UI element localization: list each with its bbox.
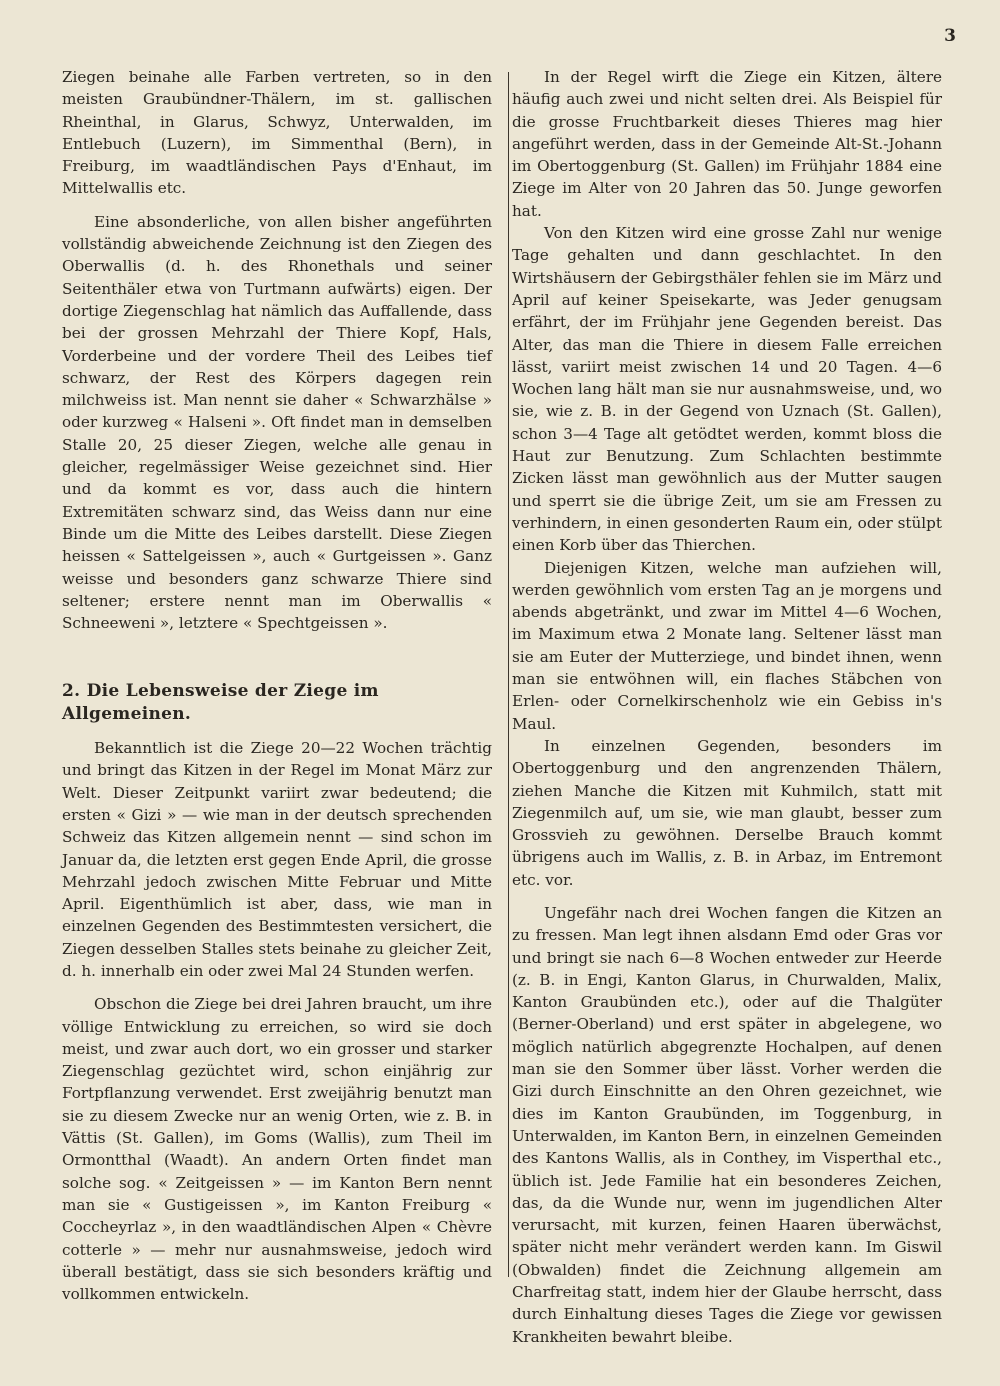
right-column	[512, 66, 942, 1348]
paragraph-right-1: In der Regel wirft die Ziege ein Kitzen, ältere häufig auch zwei und nicht selten drei. Als Beispiel für die grosse Fruchtbarkeit dieses Thieres mag hier angeführt werden, dass in der Gemeinde Alt-St.-Johann im Obertoggenburg (St. Gallen) im Frühjahr 1884 eine Ziege im Alter von 20 Jahren das 50. Junge geworfen hat.	[512, 68, 942, 220]
paragraph-right-4: In einzelnen Gegenden, besonders im Obertoggenburg und den angrenzenden Thälern, ziehen Manche die Kitzen mit Kuhmilch, statt mit Ziegenmilch auf, um sie, wie man glaubt, besser zum Grossvieh zu gewöhnen. Derselbe Brauch kommt übrigens auch im Wallis, z. B. in Arbaz, im Entremont etc. vor.	[512, 736, 942, 889]
paragraph-right-3: Diejenigen Kitzen, welche man aufziehen will, werden gewöhnlich vom ersten Tag an je morgens und abends abgetränkt, und zwar im Mittel 4—6 Wochen, im Maximum etwa 2 Monate lang. Seltener lässt man sie am Euter der Mutterziege, und bindet ihnen, wenn man sie entwöhnen will, ein flaches Stäbchen von Erlen- oder Cornelkirschenholz wie ein Gebiss in's Maul.	[512, 558, 942, 733]
page-number: 3	[944, 26, 956, 46]
section-heading: 2. Die Lebensweise der Ziege im Allgemeinen.	[62, 681, 379, 724]
paragraph-left-2: Eine absonderliche, von allen bisher angeführten vollständig abweichende Zeichnung ist den Ziegen des Oberwallis (d. h. des Rhonethals und seiner Seitenthäler etwa von Turtmann aufwärts) eigen. Der dortige Ziegenschlag hat nämlich das Auffallende, dass bei der grossen Mehrzahl der Thiere Kopf, Hals, Vorderbeine und der vordere Theil des Leibes tief schwarz, der Rest des Körpers dagegen rein milchweiss ist. Man nennt sie daher « Schwarzhälse » oder kurzweg « Halseni ». Oft findet man in demselben Stalle 20, 25 dieser Ziegen, welche alle genau in gleicher, regelmässiger Weise gezeichnet sind. Hier und da kommt es vor, dass auch die hintern Extremitäten schwarz sind, das Weiss dann nur eine Binde um die Mitte des Leibes darstellt. Diese Ziegen heissen « Sattelgeissen », auch « Gurtgeissen ». Ganz weisse und besonders ganz schwarze Thiere sind seltener; erstere nennt man im Oberwallis « Schneeweni », letztere « Spechtgeissen ».	[62, 212, 492, 633]
column-divider	[508, 72, 509, 1277]
paragraph-left-3: Bekanntlich ist die Ziege 20—22 Wochen trächtig und bringt das Kitzen in der Regel im Monat März zur Welt. Dieser Zeitpunkt variirt zwar bedeutend; die ersten « Gizi » — wie man in der deutsch sprechenden Schweiz das Kitzen allgemein nennt — sind schon im Januar da, die letzten erst gegen Ende April, die grosse Mehrzahl jedoch zwischen Mitte Februar und Mitte April. Eigenthümlich ist aber, dass, wie man in einzelnen Gegenden des Bestimmtesten versichert, die Ziegen desselben Stalles stets beinahe zu gleicher Zeit, d. h. innerhalb ein oder zwei Mal 24 Stunden werfen.	[62, 739, 492, 980]
paragraph-right-2: Von den Kitzen wird eine grosse Zahl nur wenige Tage gehalten und dann geschlachtet. In den Wirtshäusern der Gebirgsthäler fehlen sie im März und April auf keiner Speisekarte, was Jeder genugsam erfährt, der im Frühjahr jene Gegenden bereist. Das Alter, das man die Thiere in diesem Falle erreichen lässt, variirt meist zwischen 14 und 20 Tagen. 4—6 Wochen lang hält man sie nur ausnahmsweise, und, wo sie, wie z. B. in der Gegend von Uznach (St. Gallen), schon 3—4 Tage alt getödtet werden, kommt bloss die Haut zur Benutzung. Zum Schlachten bestimmte Zicken lässt man gewöhnlich aus der Mutter saugen und sperrt sie die übrige Zeit, um sie am Fressen zu verhindern, in einen gesonderten Raum ein, oder stülpt einen Korb über das Thierchen.	[512, 224, 942, 555]
paragraph-left-4: Obschon die Ziege bei drei Jahren braucht, um ihre völlige Entwicklung zu erreichen, so wird sie doch meist, und zwar auch dort, wo ein grosser und starker Ziegenschlag gezüchtet wird, schon einjährig zur Fortpflanzung verwendet. Erst zweijährig benutzt man sie zu diesem Zwecke nur an wenig Orten, wie z. B. in Vättis (St. Gallen), im Goms (Wallis), zum Theil im Ormontthal (Waadt). An andern Orten findet man solche sog. « Zeitgeissen » — im Kanton Bern nennt man sie « Gustigeissen », im Kanton Freiburg « Coccheyrlaz », in den waadtländischen Alpen « Chèvre cotterle » — mehr nur ausnahmsweise, jedoch wird überall bestätigt, dass sie sich besonders kräftig und vollkommen entwickeln.	[62, 995, 492, 1304]
paragraph-right-5: Ungefähr nach drei Wochen fangen die Kitzen an zu fressen. Man legt ihnen alsdann Emd oder Gras vor und bringt sie nach 6—8 Wochen entweder zur Heerde (z. B. in Engi, Kanton Glarus, in Churwalden, Malix, Kanton Graubünden etc.), oder auf die Thalgüter (Berner-Oberland) und erst später in abgelegene, wo möglich natürlich abgegrenzte Hochalpen, auf denen man sie den Sommer über lässt. Vorher werden die Gizi durch Einschnitte an den Ohren gezeichnet, wie dies im Kanton Graubünden, im Toggenburg, in Unterwalden, im Kanton Bern, in einzelnen Gemeinden des Kantons Wallis, als in Conthey, im Visperthal etc., üblich ist. Jede Familie hat ein besonderes Zeichen, das, da die Wunde nur, wenn im jugendlichen Alter verursacht, mit kurzen, feinen Haaren überwächst, später nicht mehr verändert werden kann. Im Giswil (Obwalden) findet die Zeichnung allgemein am Charfreitag statt, indem hier der Glaube herrscht, dass durch Einhaltung dieses Tages die Ziege vor gewissen Krankheiten bewahrt bleibe.	[512, 903, 942, 1346]
left-column	[62, 66, 492, 1305]
paragraph-left-1: Ziegen beinahe alle Farben vertreten, so in den meisten Graubündner-Thälern, im st. gallischen Rheinthal, in Glarus, Schwyz, Unterwalden, im Entlebuch (Luzern), im Simmenthal (Bern), in Freiburg, im waadtländischen Pays d'Enhaut, im Mittelwallis etc.	[62, 68, 492, 198]
